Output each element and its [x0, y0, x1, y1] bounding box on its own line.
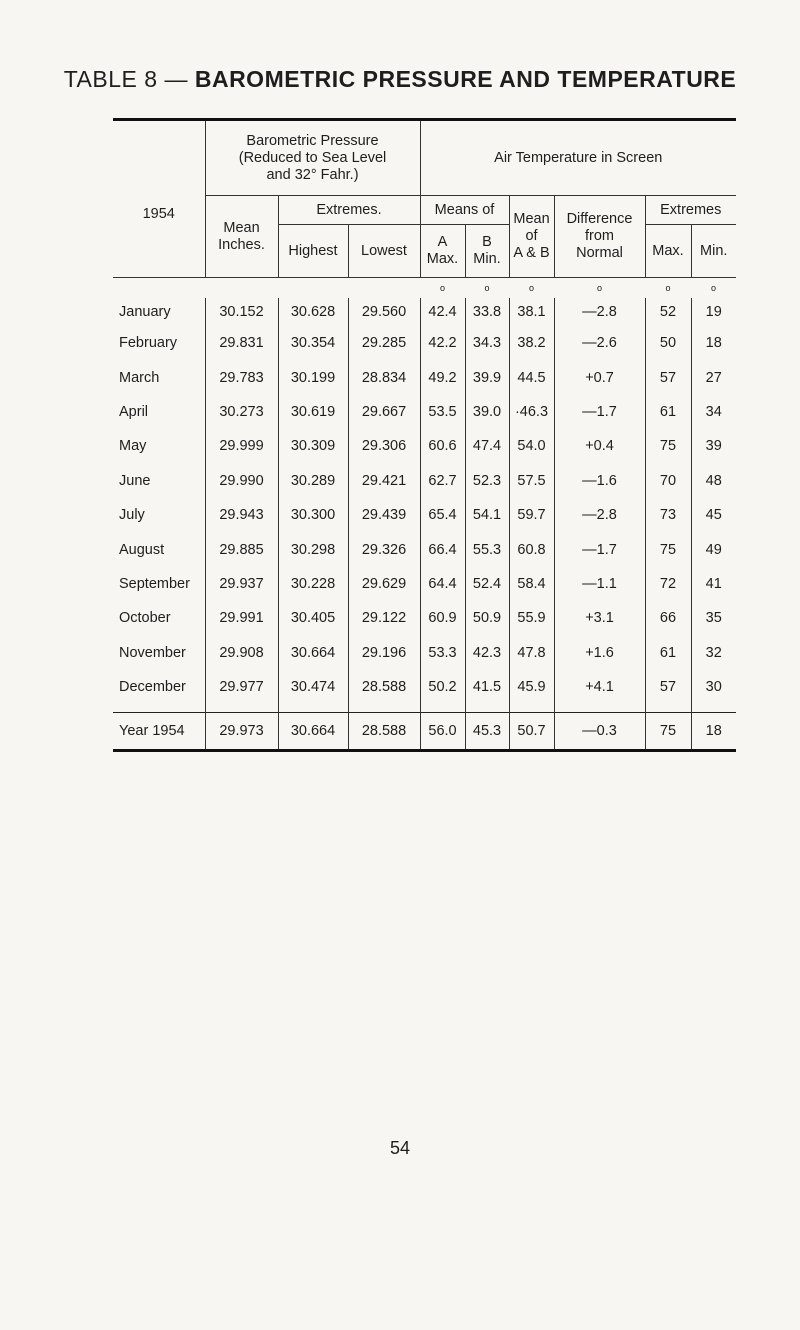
cell-lowest: 29.122	[348, 601, 420, 635]
header-mean-ab	[509, 196, 554, 278]
cell-extreme-min: 18	[691, 326, 736, 360]
cell-lowest: 29.421	[348, 464, 420, 498]
cell-mean-ab: 50.7	[509, 713, 554, 751]
cell-b-min: 52.3	[465, 464, 509, 498]
header-difference	[554, 196, 645, 278]
cell-highest: 30.298	[278, 532, 348, 566]
header-b-min-line2: Min.	[473, 251, 501, 267]
cell-highest: 30.289	[278, 464, 348, 498]
cell-mean-inches: 29.831	[205, 326, 278, 360]
header-barometric-line1: Barometric Pressure	[246, 132, 379, 149]
cell-mean-inches: 29.999	[205, 429, 278, 463]
cell-month: October	[119, 610, 171, 627]
cell-extreme-min: 39	[691, 429, 736, 463]
cell-a-max: 53.5	[420, 395, 465, 429]
cell-a-max: 62.7	[420, 464, 465, 498]
cell-month: April	[119, 403, 149, 420]
cell-difference: +0.4	[554, 429, 645, 463]
cell-highest: 30.664	[278, 636, 348, 670]
cell-b-min: 33.8	[465, 298, 509, 326]
cell-difference: —0.3	[554, 713, 645, 751]
cell-b-min: 54.1	[465, 498, 509, 532]
cell-difference: —2.8	[554, 498, 645, 532]
header-mean-ab-line2: of	[525, 228, 538, 244]
page-number: 54	[389, 1138, 411, 1158]
header-mean-ab-line1: Mean	[513, 211, 550, 227]
table-title-main: BAROMETRIC PRESSURE AND TEMPERATURE	[194, 66, 737, 92]
cell-b-min: 34.3	[465, 326, 509, 360]
cell-mean-ab: 60.8	[509, 532, 554, 566]
degree-mark-meanab: o	[509, 278, 554, 299]
cell-a-max: 64.4	[420, 567, 465, 601]
table-row	[113, 498, 736, 532]
cell-mean-inches: 29.783	[205, 360, 278, 394]
header-difference-line3: Normal	[576, 245, 623, 261]
cell-difference: —1.1	[554, 567, 645, 601]
table-title	[0, 66, 800, 93]
cell-a-max: 60.6	[420, 429, 465, 463]
cell-extreme-max: 75	[645, 532, 691, 566]
header-year: 1954	[142, 206, 175, 222]
cell-mean-ab: 38.1	[509, 298, 554, 326]
header-b-min	[465, 225, 509, 278]
cell-mean-ab: 59.7	[509, 498, 554, 532]
cell-mean-ab: 47.8	[509, 636, 554, 670]
cell-highest: 30.474	[278, 670, 348, 704]
header-difference-line1: Difference	[566, 211, 633, 227]
header-mean-ab-line3: A & B	[513, 245, 550, 261]
degree-mark-diff: o	[554, 278, 645, 299]
cell-difference: +3.1	[554, 601, 645, 635]
cell-b-min: 50.9	[465, 601, 509, 635]
cell-extreme-max: 75	[645, 429, 691, 463]
header-air-temperature-group: Air Temperature in Screen	[420, 121, 736, 196]
cell-extreme-max: 70	[645, 464, 691, 498]
cell-mean-inches: 30.273	[205, 395, 278, 429]
cell-lowest: 28.588	[348, 670, 420, 704]
cell-lowest: 28.834	[348, 360, 420, 394]
table-body	[113, 298, 736, 704]
degree-mark-bmin: o	[465, 278, 509, 299]
cell-b-min: 41.5	[465, 670, 509, 704]
header-lowest: Lowest	[348, 225, 420, 278]
cell-month: July	[119, 507, 145, 524]
table-row	[113, 429, 736, 463]
cell-highest: 30.405	[278, 601, 348, 635]
header-means-of: Means of	[420, 196, 509, 225]
cell-month: May	[119, 438, 147, 455]
cell-mean-inches: 29.977	[205, 670, 278, 704]
cell-highest: 30.199	[278, 360, 348, 394]
cell-b-min: 42.3	[465, 636, 509, 670]
cell-difference: —1.7	[554, 395, 645, 429]
cell-difference: +1.6	[554, 636, 645, 670]
degree-mark-emin: o	[691, 278, 736, 299]
table-row	[113, 464, 736, 498]
pressure-temperature-table	[113, 118, 736, 752]
cell-lowest: 29.560	[348, 298, 420, 326]
header-mean-inches	[205, 196, 278, 278]
cell-extreme-min: 18	[691, 713, 736, 751]
cell-lowest: 29.629	[348, 567, 420, 601]
cell-extreme-max: 61	[645, 636, 691, 670]
cell-month: August	[119, 541, 165, 558]
cell-extreme-min: 35	[691, 601, 736, 635]
cell-extreme-max: 57	[645, 360, 691, 394]
cell-mean-ab: 55.9	[509, 601, 554, 635]
cell-a-max: 65.4	[420, 498, 465, 532]
cell-mean-ab: 54.0	[509, 429, 554, 463]
degree-mark-emax: o	[645, 278, 691, 299]
cell-mean-inches: 29.908	[205, 636, 278, 670]
cell-extreme-min: 19	[691, 298, 736, 326]
table-title-prefix: TABLE 8 —	[63, 66, 195, 92]
cell-highest: 30.619	[278, 395, 348, 429]
cell-b-min: 39.9	[465, 360, 509, 394]
cell-mean-ab: 44.5	[509, 360, 554, 394]
cell-mean-inches: 29.885	[205, 532, 278, 566]
cell-extreme-max: 57	[645, 670, 691, 704]
header-barometric-line3: and 32° Fahr.)	[266, 166, 359, 183]
cell-a-max: 42.4	[420, 298, 465, 326]
cell-mean-ab: 57.5	[509, 464, 554, 498]
cell-lowest: 29.285	[348, 326, 420, 360]
cell-b-min: 45.3	[465, 713, 509, 751]
cell-difference: +0.7	[554, 360, 645, 394]
cell-extreme-max: 72	[645, 567, 691, 601]
cell-a-max: 53.3	[420, 636, 465, 670]
cell-extreme-max: 61	[645, 395, 691, 429]
cell-extreme-max: 50	[645, 326, 691, 360]
cell-extreme-min: 41	[691, 567, 736, 601]
table-row	[113, 298, 736, 326]
cell-highest: 30.309	[278, 429, 348, 463]
header-min: Min.	[691, 225, 736, 278]
table-row	[113, 601, 736, 635]
header-max: Max.	[645, 225, 691, 278]
cell-b-min: 52.4	[465, 567, 509, 601]
table-row	[113, 636, 736, 670]
header-temp-extremes: Extremes	[645, 196, 736, 225]
cell-month: November	[119, 644, 186, 661]
cell-highest: 30.354	[278, 326, 348, 360]
cell-highest: 30.300	[278, 498, 348, 532]
cell-difference: —1.7	[554, 532, 645, 566]
cell-month: Year 1954	[113, 713, 205, 751]
cell-a-max: 50.2	[420, 670, 465, 704]
header-b-min-line1: B	[482, 234, 492, 250]
header-a-max	[420, 225, 465, 278]
cell-extreme-max: 75	[645, 713, 691, 751]
cell-mean-inches: 30.152	[205, 298, 278, 326]
cell-extreme-min: 30	[691, 670, 736, 704]
cell-month: March	[119, 369, 160, 386]
cell-extreme-min: 48	[691, 464, 736, 498]
cell-lowest: 29.306	[348, 429, 420, 463]
cell-mean-inches: 29.973	[205, 713, 278, 751]
table-row	[113, 395, 736, 429]
table-row	[113, 670, 736, 704]
table-row-year-total	[113, 713, 736, 751]
header-mean-inches-line1: Mean	[223, 219, 260, 236]
cell-b-min: 39.0	[465, 395, 509, 429]
cell-extreme-max: 66	[645, 601, 691, 635]
cell-extreme-max: 73	[645, 498, 691, 532]
cell-difference: —2.8	[554, 298, 645, 326]
cell-difference: +4.1	[554, 670, 645, 704]
cell-a-max: 60.9	[420, 601, 465, 635]
cell-lowest: 28.588	[348, 713, 420, 751]
header-barometric-group	[205, 121, 420, 196]
cell-month: January	[119, 304, 171, 320]
cell-difference: —1.6	[554, 464, 645, 498]
header-difference-line2: from	[585, 228, 614, 244]
cell-extreme-min: 27	[691, 360, 736, 394]
header-barometric-line2: (Reduced to Sea Level	[238, 149, 387, 166]
cell-a-max: 49.2	[420, 360, 465, 394]
cell-difference: —2.6	[554, 326, 645, 360]
table-row	[113, 360, 736, 394]
table-row	[113, 532, 736, 566]
cell-mean-ab: 45.9	[509, 670, 554, 704]
cell-b-min: 47.4	[465, 429, 509, 463]
cell-mean-ab: ·46.3	[509, 395, 554, 429]
cell-lowest: 29.667	[348, 395, 420, 429]
cell-mean-inches: 29.991	[205, 601, 278, 635]
cell-extreme-min: 49	[691, 532, 736, 566]
cell-lowest: 29.326	[348, 532, 420, 566]
header-baro-extremes: Extremes.	[278, 196, 420, 225]
cell-highest: 30.228	[278, 567, 348, 601]
cell-extreme-max: 52	[645, 298, 691, 326]
cell-extreme-min: 34	[691, 395, 736, 429]
cell-month: September	[119, 575, 190, 592]
cell-extreme-min: 32	[691, 636, 736, 670]
cell-lowest: 29.196	[348, 636, 420, 670]
degree-mark-amax: o	[420, 278, 465, 299]
cell-b-min: 55.3	[465, 532, 509, 566]
header-highest: Highest	[278, 225, 348, 278]
cell-lowest: 29.439	[348, 498, 420, 532]
cell-month: June	[119, 472, 151, 489]
cell-mean-inches: 29.943	[205, 498, 278, 532]
cell-a-max: 56.0	[420, 713, 465, 751]
header-mean-inches-line2: Inches.	[218, 236, 265, 253]
cell-extreme-min: 45	[691, 498, 736, 532]
cell-mean-ab: 58.4	[509, 567, 554, 601]
cell-highest: 30.628	[278, 298, 348, 326]
header-a-max-line2: Max.	[426, 251, 459, 267]
cell-mean-inches: 29.990	[205, 464, 278, 498]
cell-mean-ab: 38.2	[509, 326, 554, 360]
table-row	[113, 326, 736, 360]
cell-month: December	[119, 679, 186, 696]
cell-month: February	[119, 335, 178, 352]
table-row	[113, 567, 736, 601]
header-a-max-line1: A	[437, 234, 448, 250]
cell-mean-inches: 29.937	[205, 567, 278, 601]
cell-a-max: 66.4	[420, 532, 465, 566]
cell-highest: 30.664	[278, 713, 348, 751]
cell-a-max: 42.2	[420, 326, 465, 360]
